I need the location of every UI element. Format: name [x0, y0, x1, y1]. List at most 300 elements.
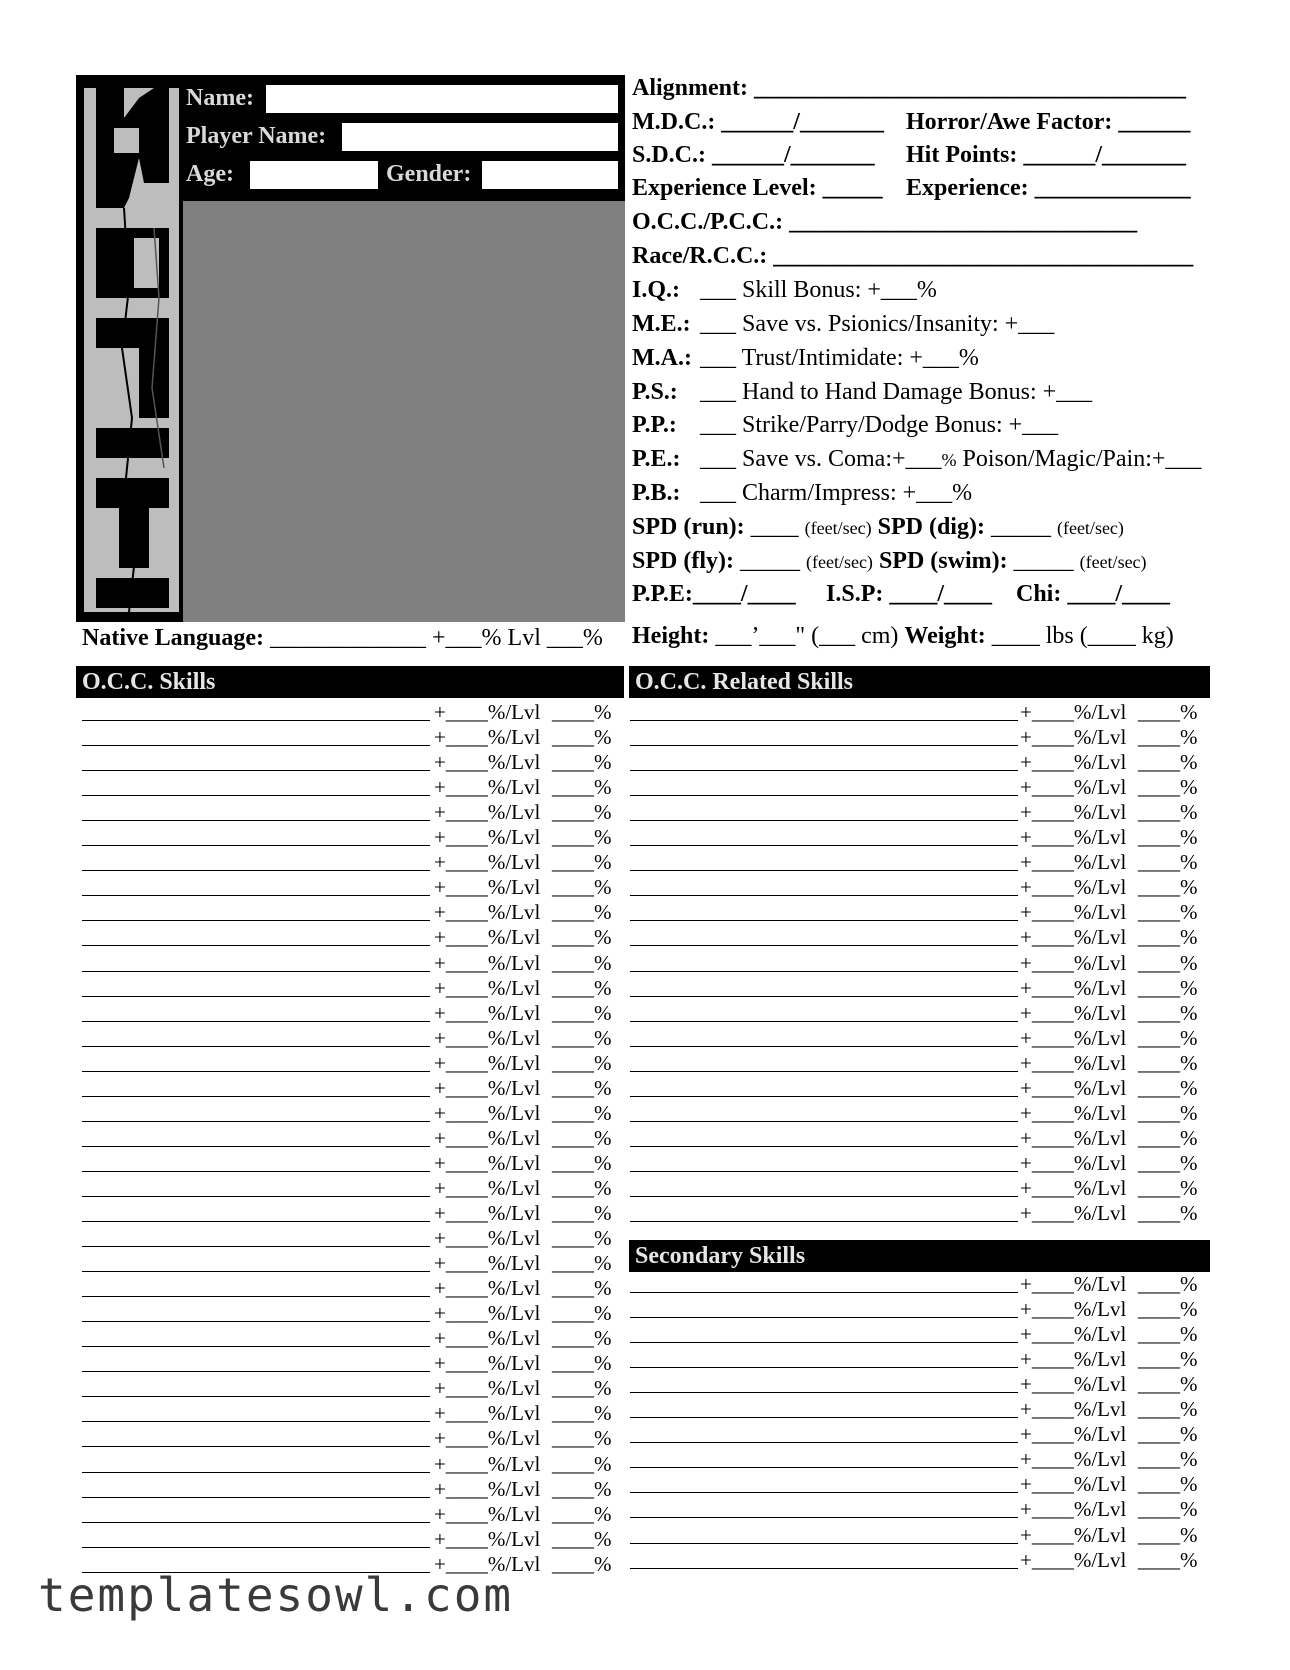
occ-related-skill-bonus-field[interactable]: +____%/Lvl — [1020, 1000, 1127, 1025]
iq-text[interactable]: ___ Skill Bonus: +___% — [700, 277, 937, 303]
occ-skill-name-field[interactable] — [82, 1452, 430, 1473]
secondary-skill-row — [630, 1397, 1198, 1422]
occ-skill-name-field[interactable] — [82, 1226, 430, 1247]
pp-text[interactable]: ___ Strike/Parry/Dodge Bonus: +___ — [700, 412, 1059, 438]
occ-related-skill-name-field[interactable] — [630, 875, 1018, 896]
occ-skill-row — [82, 1477, 612, 1502]
secondary-skill-name-field[interactable] — [630, 1397, 1018, 1418]
secondary-skill-row — [630, 1497, 1198, 1522]
occ-skill-row — [82, 1051, 612, 1076]
occ-skill-bonus-field[interactable]: +____%/Lvl — [434, 1075, 541, 1100]
occ-skill-total-field[interactable]: ____% — [552, 725, 612, 750]
occ-related-skill-row — [630, 1051, 1198, 1076]
secondary-skill-total-field[interactable]: ____% — [1138, 1347, 1198, 1372]
occ-skill-bonus-field[interactable]: +____%/Lvl — [434, 1226, 541, 1251]
occ-related-skill-total-field[interactable]: ____% — [1138, 1000, 1198, 1025]
occ-skill-name-field[interactable] — [82, 1126, 430, 1147]
secondary-skill-name-field[interactable] — [630, 1372, 1018, 1393]
occ-skill-total-field[interactable]: ____% — [552, 1226, 612, 1251]
occ-skill-name-field[interactable] — [82, 1101, 430, 1122]
secondary-skill-total-field[interactable]: ____% — [1138, 1297, 1198, 1322]
occ-skill-total-field[interactable]: ____% — [552, 1501, 612, 1526]
secondary-skill-name-field[interactable] — [630, 1272, 1018, 1293]
occ-related-skills-header: O.C.C. Related Skills — [629, 666, 1210, 698]
occ-skill-name-field[interactable] — [82, 1001, 430, 1022]
occ-skill-bonus-field[interactable]: +____%/Lvl — [434, 1501, 541, 1526]
alignment-line[interactable]: Alignment: ____________________________________ — [632, 75, 1186, 101]
secondary-skill-row — [630, 1272, 1198, 1297]
me-row — [632, 308, 1054, 340]
occ-skill-name-field[interactable] — [82, 1376, 430, 1397]
spd-fly-value[interactable]: _____ — [733, 548, 806, 574]
secondary-skill-bonus-field[interactable]: +____%/Lvl — [1020, 1472, 1127, 1497]
spd-dig-value[interactable]: _____ — [984, 514, 1057, 540]
occ-skill-row — [82, 1426, 612, 1451]
occ-skill-row — [82, 1276, 612, 1301]
occ-skill-total-field[interactable]: ____% — [552, 975, 612, 1000]
occ-related-skill-bonus-field[interactable]: +____%/Lvl — [1020, 1201, 1127, 1225]
occ-skill-row — [82, 800, 612, 825]
occ-related-skill-row — [630, 1201, 1198, 1226]
occ-skill-total-field[interactable]: ____% — [552, 1401, 612, 1426]
occ-related-skill-total-field[interactable]: ____% — [1138, 800, 1198, 825]
occ-skill-name-field[interactable] — [82, 976, 430, 997]
occ-skill-name-field[interactable] — [82, 825, 430, 846]
occ-skill-total-field[interactable]: ____% — [552, 1075, 612, 1100]
occ-related-skill-name-field[interactable] — [630, 925, 1018, 946]
age-field[interactable] — [250, 161, 378, 189]
occ-skill-name-field[interactable] — [82, 850, 430, 871]
occ-skill-bonus-field[interactable]: +____%/Lvl — [434, 1125, 541, 1150]
occ-skill-total-field[interactable]: ____% — [552, 825, 612, 850]
occ-skill-bonus-field[interactable]: +____%/Lvl — [434, 750, 541, 775]
ps-row — [632, 376, 1092, 408]
secondary-skill-bonus-field[interactable]: +____%/Lvl — [1020, 1272, 1127, 1296]
occ-skill-name-field[interactable] — [82, 1051, 430, 1072]
occ-skill-name-field[interactable] — [82, 1502, 430, 1523]
pe-text[interactable]: ___ Save vs. Coma:+___ — [700, 446, 942, 472]
occ-skill-bonus-field[interactable]: +____%/Lvl — [434, 1100, 541, 1125]
occ-related-skill-name-field[interactable] — [630, 750, 1018, 771]
occ-skill-name-field[interactable] — [82, 1151, 430, 1172]
occ-related-skill-name-field[interactable] — [630, 1051, 1018, 1072]
occ-skill-row — [82, 1176, 612, 1201]
pb-text[interactable]: ___ Charm/Impress: +___% — [700, 480, 973, 506]
sdc-line[interactable]: S.D.C.: ______/_______ — [632, 142, 875, 168]
occ-related-skill-name-field[interactable] — [630, 725, 1018, 746]
height-text[interactable]: ___’___" (___ cm) — [709, 623, 905, 649]
secondary-skill-name-field[interactable] — [630, 1447, 1018, 1468]
horror-line[interactable]: Horror/Awe Factor: ______ — [906, 109, 1191, 135]
secondary-skill-bonus-field[interactable]: +____%/Lvl — [1020, 1497, 1127, 1522]
weight-text[interactable]: ____ lbs (____ kg) — [985, 623, 1174, 649]
occ-related-skill-bonus-field[interactable]: +____%/Lvl — [1020, 775, 1127, 800]
occ-skill-bonus-field[interactable]: +____%/Lvl — [434, 1401, 541, 1426]
occ-related-skill-bonus-field[interactable]: +____%/Lvl — [1020, 875, 1127, 900]
occ-skill-row — [82, 1452, 612, 1477]
occ-related-skill-bonus-field[interactable]: +____%/Lvl — [1020, 1025, 1127, 1050]
occ-related-skill-total-field[interactable]: ____% — [1138, 775, 1198, 800]
occ-skill-bonus-field[interactable]: +____%/Lvl — [434, 1301, 541, 1326]
native-language-text[interactable]: _____________ +___% Lvl ___% — [264, 625, 603, 651]
occ-related-skill-total-field[interactable]: ____% — [1138, 1100, 1198, 1125]
occ-skill-name-field[interactable] — [82, 1527, 430, 1548]
occ-skill-name-field[interactable] — [82, 875, 430, 896]
occ-related-skill-bonus-field[interactable]: +____%/Lvl — [1020, 725, 1127, 750]
occ-related-skill-total-field[interactable]: ____% — [1138, 925, 1198, 950]
occ-skill-name-field[interactable] — [82, 1326, 430, 1347]
occ-related-skill-name-field[interactable] — [630, 976, 1018, 997]
occ-related-skill-total-field[interactable]: ____% — [1138, 1201, 1198, 1225]
occ-related-skill-name-field[interactable] — [630, 1126, 1018, 1147]
occ-related-skill-total-field[interactable]: ____% — [1138, 1050, 1198, 1075]
occ-skill-bonus-field[interactable]: +____%/Lvl — [434, 1201, 541, 1225]
ppe-line[interactable]: P.P.E:____/____ — [632, 581, 796, 607]
occ-skill-row — [82, 1026, 612, 1051]
occ-related-skill-total-field[interactable]: ____% — [1138, 725, 1198, 750]
secondary-skill-total-field[interactable]: ____% — [1138, 1472, 1198, 1497]
spd-fly-unit: (feet/sec) — [805, 552, 873, 572]
occ-related-skill-row — [630, 750, 1198, 775]
occ-related-skill-name-field[interactable] — [630, 1201, 1018, 1222]
occ-skill-row — [82, 1101, 612, 1126]
occ-skill-name-field[interactable] — [82, 750, 430, 771]
occ-related-skill-bonus-field[interactable]: +____%/Lvl — [1020, 950, 1127, 975]
occ-related-skill-name-field[interactable] — [630, 1176, 1018, 1197]
occ-skill-total-field[interactable]: ____% — [552, 1150, 612, 1175]
occ-skill-bonus-field[interactable]: +____%/Lvl — [434, 1551, 541, 1576]
occ-related-skill-row — [630, 900, 1198, 925]
occ-skill-row — [82, 850, 612, 875]
occ-skill-total-field[interactable]: ____% — [552, 1125, 612, 1150]
occ-skill-bonus-field[interactable]: +____%/Lvl — [434, 825, 541, 850]
occ-skill-name-field[interactable] — [82, 925, 430, 946]
occ-related-skill-bonus-field[interactable]: +____%/Lvl — [1020, 1075, 1127, 1100]
secondary-skill-row — [630, 1422, 1198, 1447]
occ-skill-row — [82, 1201, 612, 1226]
spd-dig-unit: (feet/sec) — [1056, 518, 1124, 538]
occ-related-skill-total-field[interactable]: ____% — [1138, 1150, 1198, 1175]
occ-skill-bonus-field[interactable]: +____%/Lvl — [434, 1451, 541, 1476]
occ-skill-bonus-field[interactable]: +____%/Lvl — [434, 775, 541, 800]
occ-related-skill-row — [630, 925, 1198, 950]
experience-level-line[interactable]: Experience Level: _____ — [632, 175, 883, 201]
occ-skill-total-field[interactable]: ____% — [552, 925, 612, 950]
spd-swim-unit: (feet/sec) — [1079, 552, 1147, 572]
secondary-skill-total-field[interactable]: ____% — [1138, 1447, 1198, 1472]
occ-related-skill-total-field[interactable]: ____% — [1138, 1175, 1198, 1200]
occ-skill-total-field[interactable]: ____% — [552, 775, 612, 800]
occ-skill-row — [82, 825, 612, 850]
occ-skill-row — [82, 951, 612, 976]
occ-related-skill-total-field[interactable]: ____% — [1138, 900, 1198, 925]
occ-skill-name-field[interactable] — [82, 1026, 430, 1047]
occ-skill-total-field[interactable]: ____% — [552, 1426, 612, 1451]
secondary-skill-total-field[interactable]: ____% — [1138, 1322, 1198, 1347]
hit-points-line[interactable]: Hit Points: ______/_______ — [906, 142, 1186, 168]
occ-related-skill-name-field[interactable] — [630, 900, 1018, 921]
occ-skill-bonus-field[interactable]: +____%/Lvl — [434, 1025, 541, 1050]
occ-skill-name-field[interactable] — [82, 1477, 430, 1498]
spd-dig-label: SPD (dig): — [877, 514, 985, 540]
occ-skill-total-field[interactable]: ____% — [552, 1476, 612, 1501]
occ-skill-name-field[interactable] — [82, 1351, 430, 1372]
occ-skill-total-field[interactable]: ____% — [552, 950, 612, 975]
occ-related-skill-total-field[interactable]: ____% — [1138, 700, 1198, 724]
occ-skill-total-field[interactable]: ____% — [552, 1276, 612, 1301]
occ-skill-total-field[interactable]: ____% — [552, 1551, 612, 1576]
secondary-skill-bonus-field[interactable]: +____%/Lvl — [1020, 1422, 1127, 1447]
me-text[interactable]: ___ Save vs. Psionics/Insanity: +___ — [700, 311, 1055, 337]
occ-skill-bonus-field[interactable]: +____%/Lvl — [434, 875, 541, 900]
occ-related-skill-row — [630, 875, 1198, 900]
race-rcc-line[interactable]: Race/R.C.C.: ___________________________________ — [632, 243, 1194, 269]
secondary-skill-row — [630, 1472, 1198, 1497]
secondary-skill-bonus-field[interactable]: +____%/Lvl — [1020, 1447, 1127, 1472]
occ-skill-name-field[interactable] — [82, 951, 430, 972]
occ-skill-total-field[interactable]: ____% — [552, 1351, 612, 1376]
secondary-skill-bonus-field[interactable]: +____%/Lvl — [1020, 1372, 1127, 1397]
occ-related-skill-bonus-field[interactable]: +____%/Lvl — [1020, 975, 1127, 1000]
occ-skill-bonus-field[interactable]: +____%/Lvl — [434, 1526, 541, 1551]
occ-skill-bonus-field[interactable]: +____%/Lvl — [434, 1050, 541, 1075]
occ-related-skill-row — [630, 725, 1198, 750]
occ-skill-bonus-field[interactable]: +____%/Lvl — [434, 1351, 541, 1376]
occ-skill-name-field[interactable] — [82, 1251, 430, 1272]
spd-run-value[interactable]: ____ — [744, 514, 805, 540]
occ-related-skill-name-field[interactable] — [630, 700, 1018, 721]
occ-related-skill-bonus-field[interactable]: +____%/Lvl — [1020, 1150, 1127, 1175]
watermark: templatesowl.com — [38, 1568, 514, 1622]
secondary-skill-total-field[interactable]: ____% — [1138, 1547, 1198, 1572]
occ-related-skill-bonus-field[interactable]: +____%/Lvl — [1020, 1050, 1127, 1075]
secondary-skill-total-field[interactable]: ____% — [1138, 1272, 1198, 1296]
secondary-skill-bonus-field[interactable]: +____%/Lvl — [1020, 1347, 1127, 1372]
occ-related-skill-total-field[interactable]: ____% — [1138, 1075, 1198, 1100]
secondary-skill-total-field[interactable]: ____% — [1138, 1497, 1198, 1522]
occ-skill-name-field[interactable] — [82, 1426, 430, 1447]
occ-related-skill-bonus-field[interactable]: +____%/Lvl — [1020, 750, 1127, 775]
occ-skill-bonus-field[interactable]: +____%/Lvl — [434, 925, 541, 950]
occ-skill-bonus-field[interactable]: +____%/Lvl — [434, 850, 541, 875]
occ-related-skill-row — [630, 1151, 1198, 1176]
occ-skill-bonus-field[interactable]: +____%/Lvl — [434, 1175, 541, 1200]
occ-skill-total-field[interactable]: ____% — [552, 1175, 612, 1200]
secondary-skill-row — [630, 1523, 1198, 1548]
occ-skill-bonus-field[interactable]: +____%/Lvl — [434, 900, 541, 925]
occ-skill-bonus-field[interactable]: +____%/Lvl — [434, 1251, 541, 1276]
occ-skill-row — [82, 1376, 612, 1401]
spd-run-unit: (feet/sec) — [804, 518, 872, 538]
occ-skill-bonus-field[interactable]: +____%/Lvl — [434, 1376, 541, 1401]
pb-row — [632, 477, 972, 509]
occ-skill-total-field[interactable]: ____% — [552, 900, 612, 925]
secondary-skill-name-field[interactable] — [630, 1497, 1018, 1518]
secondary-skill-name-field[interactable] — [630, 1422, 1018, 1443]
occ-skill-total-field[interactable]: ____% — [552, 850, 612, 875]
occ-related-skill-bonus-field[interactable]: +____%/Lvl — [1020, 1100, 1127, 1125]
occ-skill-row — [82, 976, 612, 1001]
secondary-skill-total-field[interactable]: ____% — [1138, 1397, 1198, 1422]
occ-skill-bonus-field[interactable]: +____%/Lvl — [434, 1276, 541, 1301]
occ-skill-name-field[interactable] — [82, 900, 430, 921]
occ-skill-name-field[interactable] — [82, 800, 430, 821]
secondary-skill-name-field[interactable] — [630, 1297, 1018, 1318]
pe-label: P.E.: — [632, 446, 681, 472]
occ-skill-bonus-field[interactable]: +____%/Lvl — [434, 1476, 541, 1501]
occ-skill-name-field[interactable] — [82, 1401, 430, 1422]
occ-related-skill-name-field[interactable] — [630, 825, 1018, 846]
occ-skill-row — [82, 700, 612, 725]
occ-related-skill-bonus-field[interactable]: +____%/Lvl — [1020, 1175, 1127, 1200]
occ-skill-bonus-field[interactable]: +____%/Lvl — [434, 725, 541, 750]
occ-related-skill-name-field[interactable] — [630, 1026, 1018, 1047]
occ-skill-bonus-field[interactable]: +____%/Lvl — [434, 1426, 541, 1451]
occ-skill-row — [82, 900, 612, 925]
occ-related-skill-name-field[interactable] — [630, 951, 1018, 972]
occ-skill-row — [82, 1151, 612, 1176]
occ-skill-name-field[interactable] — [82, 1301, 430, 1322]
occ-related-skill-total-field[interactable]: ____% — [1138, 1125, 1198, 1150]
occ-skill-total-field[interactable]: ____% — [552, 750, 612, 775]
occ-skill-total-field[interactable]: ____% — [552, 1000, 612, 1025]
pp-label: P.P.: — [632, 412, 677, 438]
secondary-skill-bonus-field[interactable]: +____%/Lvl — [1020, 1522, 1127, 1547]
secondary-skill-name-field[interactable] — [630, 1347, 1018, 1368]
occ-related-skill-name-field[interactable] — [630, 1001, 1018, 1022]
occ-skill-total-field[interactable]: ____% — [552, 1301, 612, 1326]
occ-skill-row — [82, 1527, 612, 1552]
occ-related-skill-bonus-field[interactable]: +____%/Lvl — [1020, 1125, 1127, 1150]
occ-skill-row — [82, 775, 612, 800]
secondary-skill-name-field[interactable] — [630, 1472, 1018, 1493]
chi-line[interactable]: Chi: ____/____ — [1016, 581, 1171, 607]
occ-skill-total-field[interactable]: ____% — [552, 1526, 612, 1551]
occ-related-skill-bonus-field[interactable]: +____%/Lvl — [1020, 850, 1127, 875]
secondary-skill-name-field[interactable] — [630, 1322, 1018, 1343]
occ-related-skill-total-field[interactable]: ____% — [1138, 950, 1198, 975]
occ-skill-bonus-field[interactable]: +____%/Lvl — [434, 1326, 541, 1351]
secondary-skill-row — [630, 1447, 1198, 1472]
occ-skill-total-field[interactable]: ____% — [552, 800, 612, 825]
occ-related-skill-total-field[interactable]: ____% — [1138, 750, 1198, 775]
occ-related-skill-name-field[interactable] — [630, 1101, 1018, 1122]
secondary-skill-bonus-field[interactable]: +____%/Lvl — [1020, 1297, 1127, 1322]
mdc-line[interactable]: M.D.C.: ______/_______ — [632, 109, 884, 135]
secondary-skill-bonus-field[interactable]: +____%/Lvl — [1020, 1322, 1127, 1347]
ma-text[interactable]: ___ Trust/Intimidate: +___% — [700, 345, 979, 371]
spd-swim-value[interactable]: _____ — [1007, 548, 1080, 574]
secondary-skill-row — [630, 1372, 1198, 1397]
occ-related-skill-bonus-field[interactable]: +____%/Lvl — [1020, 800, 1127, 825]
occ-skill-total-field[interactable]: ____% — [552, 1251, 612, 1276]
occ-skill-name-field[interactable] — [82, 1276, 430, 1297]
occ-related-skill-bonus-field[interactable]: +____%/Lvl — [1020, 900, 1127, 925]
occ-related-skill-row — [630, 951, 1198, 976]
occ-skill-bonus-field[interactable]: +____%/Lvl — [434, 950, 541, 975]
secondary-skill-total-field[interactable]: ____% — [1138, 1372, 1198, 1397]
occ-related-skill-total-field[interactable]: ____% — [1138, 975, 1198, 1000]
occ-skill-bonus-field[interactable]: +____%/Lvl — [434, 975, 541, 1000]
experience-line[interactable]: Experience: _____________ — [906, 175, 1191, 201]
secondary-skill-bonus-field[interactable]: +____%/Lvl — [1020, 1397, 1127, 1422]
occ-related-skill-row — [630, 850, 1198, 875]
secondary-skill-name-field[interactable] — [630, 1523, 1018, 1544]
occ-skill-total-field[interactable]: ____% — [552, 1376, 612, 1401]
occ-related-skill-total-field[interactable]: ____% — [1138, 1025, 1198, 1050]
occ-skill-name-field[interactable] — [82, 775, 430, 796]
age-label: Age: — [186, 161, 234, 187]
height-weight-row — [632, 620, 1174, 652]
occ-skill-row — [82, 1126, 612, 1151]
player-name-field[interactable] — [342, 123, 618, 151]
spd-swim-label: SPD (swim): — [878, 548, 1008, 574]
occ-skill-row — [82, 875, 612, 900]
occ-skill-bonus-field[interactable]: +____%/Lvl — [434, 1150, 541, 1175]
occ-related-skill-name-field[interactable] — [630, 800, 1018, 821]
occ-related-skill-bonus-field[interactable]: +____%/Lvl — [1020, 700, 1127, 724]
name-field[interactable] — [266, 85, 618, 113]
occ-skill-row — [82, 1251, 612, 1276]
occ-skill-name-field[interactable] — [82, 1076, 430, 1097]
occ-related-skill-name-field[interactable] — [630, 1151, 1018, 1172]
secondary-skill-total-field[interactable]: ____% — [1138, 1422, 1198, 1447]
occ-skill-bonus-field[interactable]: +____%/Lvl — [434, 1000, 541, 1025]
pe-text-2[interactable]: Poison/Magic/Pain:+___ — [956, 446, 1202, 472]
character-portrait-area[interactable] — [183, 201, 625, 622]
occ-skill-total-field[interactable]: ____% — [552, 1201, 612, 1225]
rifts-logo-icon — [84, 88, 179, 612]
occ-related-skill-bonus-field[interactable]: +____%/Lvl — [1020, 925, 1127, 950]
spd-fly-label: SPD (fly): — [632, 548, 734, 574]
occ-related-skill-total-field[interactable]: ____% — [1138, 850, 1198, 875]
occ-skill-bonus-field[interactable]: +____%/Lvl — [434, 700, 541, 724]
isp-line[interactable]: I.S.P: ____/____ — [826, 581, 993, 607]
secondary-skill-name-field[interactable] — [630, 1548, 1018, 1569]
occ-skill-bonus-field[interactable]: +____%/Lvl — [434, 800, 541, 825]
occ-related-skill-name-field[interactable] — [630, 1076, 1018, 1097]
occ-skill-total-field[interactable]: ____% — [552, 1025, 612, 1050]
occ-skill-name-field[interactable] — [82, 725, 430, 746]
ps-text[interactable]: ___ Hand to Hand Damage Bonus: +___ — [700, 379, 1093, 405]
occ-related-skill-name-field[interactable] — [630, 775, 1018, 796]
occ-related-skill-row — [630, 1001, 1198, 1026]
occ-skill-total-field[interactable]: ____% — [552, 875, 612, 900]
occ-skill-total-field[interactable]: ____% — [552, 1326, 612, 1351]
secondary-skill-total-field[interactable]: ____% — [1138, 1522, 1198, 1547]
secondary-skill-row — [630, 1322, 1198, 1347]
iq-label: I.Q.: — [632, 277, 680, 303]
secondary-skill-row — [630, 1548, 1198, 1573]
occ-skill-total-field[interactable]: ____% — [552, 1451, 612, 1476]
secondary-skills-header: Secondary Skills — [629, 1240, 1210, 1272]
occ-related-skill-name-field[interactable] — [630, 850, 1018, 871]
occ-skill-name-field[interactable] — [82, 700, 430, 721]
occ-skill-total-field[interactable]: ____% — [552, 1050, 612, 1075]
occ-related-skill-total-field[interactable]: ____% — [1138, 825, 1198, 850]
pb-label: P.B.: — [632, 480, 681, 506]
occ-skill-row — [82, 725, 612, 750]
occ-skill-name-field[interactable] — [82, 1201, 430, 1222]
occ-related-skill-bonus-field[interactable]: +____%/Lvl — [1020, 825, 1127, 850]
occ-pcc-line[interactable]: O.C.C./P.C.C.: _____________________________ — [632, 209, 1138, 235]
occ-related-skill-total-field[interactable]: ____% — [1138, 875, 1198, 900]
gender-field[interactable] — [482, 161, 618, 189]
occ-skill-total-field[interactable]: ____% — [552, 1100, 612, 1125]
occ-skill-total-field[interactable]: ____% — [552, 700, 612, 724]
secondary-skill-bonus-field[interactable]: +____%/Lvl — [1020, 1547, 1127, 1572]
occ-skill-name-field[interactable] — [82, 1176, 430, 1197]
